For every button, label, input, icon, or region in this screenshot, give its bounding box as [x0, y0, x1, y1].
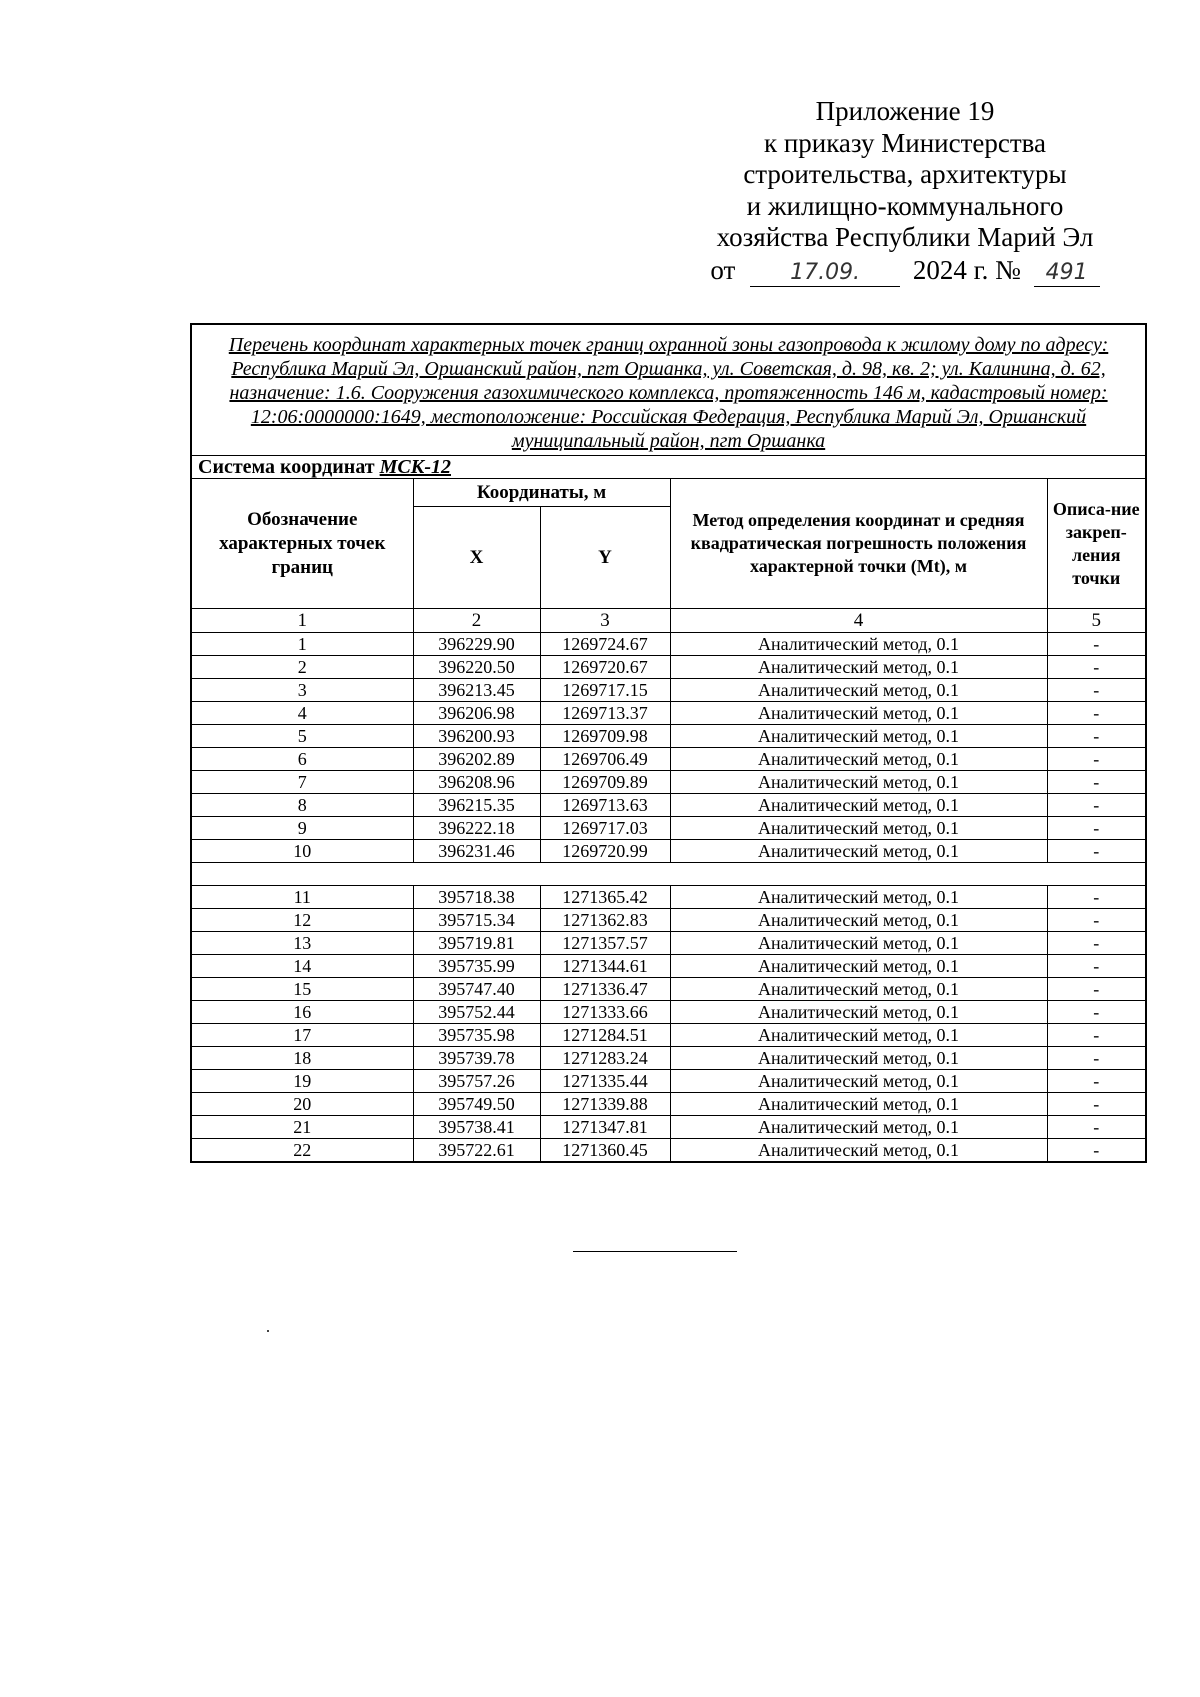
- col-header-method: Метод определения координат и средняя квадратическая погрешность положения характерной точки (Mt), м: [670, 479, 1047, 609]
- table-row: [191, 817, 1146, 840]
- method-cell: Аналитический метод, 0.1: [670, 748, 1047, 771]
- description-cell: -: [1047, 1047, 1146, 1070]
- x-coordinate-cell: 395747.40: [413, 978, 540, 1001]
- table-row: [191, 1047, 1146, 1070]
- header-line: к приказу Министерства: [763, 127, 1047, 158]
- x-coordinate-cell: 395738.41: [413, 1116, 540, 1139]
- table-row: [191, 794, 1146, 817]
- x-coordinate-cell: 395735.98: [413, 1024, 540, 1047]
- point-number-cell: 12: [191, 909, 413, 932]
- column-number: 5: [1047, 609, 1146, 633]
- table-row: [191, 771, 1146, 794]
- scan-speck: [267, 1330, 269, 1332]
- y-coordinate-cell: 1271362.83: [540, 909, 670, 932]
- y-coordinate-cell: 1271360.45: [540, 1139, 670, 1163]
- method-cell: Аналитический метод, 0.1: [670, 1139, 1047, 1163]
- method-cell: Аналитический метод, 0.1: [670, 886, 1047, 909]
- method-cell: Аналитический метод, 0.1: [670, 817, 1047, 840]
- y-coordinate-cell: 1269713.63: [540, 794, 670, 817]
- point-number-cell: 4: [191, 702, 413, 725]
- method-cell: Аналитический метод, 0.1: [670, 840, 1047, 863]
- point-number-cell: 19: [191, 1070, 413, 1093]
- table-row: [191, 978, 1146, 1001]
- y-coordinate-cell: 1269713.37: [540, 702, 670, 725]
- description-cell: -: [1047, 794, 1146, 817]
- y-coordinate-cell: 1271347.81: [540, 1116, 670, 1139]
- coordinates-table: [190, 323, 1147, 1163]
- x-coordinate-cell: 395718.38: [413, 886, 540, 909]
- table-row: [191, 955, 1146, 978]
- y-coordinate-cell: 1269720.99: [540, 840, 670, 863]
- description-cell: -: [1047, 1116, 1146, 1139]
- method-cell: Аналитический метод, 0.1: [670, 932, 1047, 955]
- method-cell: Аналитический метод, 0.1: [670, 794, 1047, 817]
- description-cell: -: [1047, 817, 1146, 840]
- col-header-description: Описа-ние закреп-ления точки: [1047, 479, 1146, 609]
- x-coordinate-cell: 395735.99: [413, 955, 540, 978]
- x-coordinate-cell: 395739.78: [413, 1047, 540, 1070]
- header-line: и жилищно-коммунального: [746, 190, 1064, 221]
- y-coordinate-cell: 1271335.44: [540, 1070, 670, 1093]
- signature-line: [573, 1251, 737, 1252]
- table-row: [191, 1093, 1146, 1116]
- document-header: [690, 96, 1120, 287]
- method-cell: Аналитический метод, 0.1: [670, 1093, 1047, 1116]
- table-row: [191, 725, 1146, 748]
- method-cell: Аналитический метод, 0.1: [670, 725, 1047, 748]
- point-number-cell: 1: [191, 633, 413, 656]
- point-number-cell: 3: [191, 679, 413, 702]
- column-number: 2: [413, 609, 540, 633]
- method-cell: Аналитический метод, 0.1: [670, 1070, 1047, 1093]
- header-line: хозяйства Республики Марий Эл: [716, 222, 1094, 252]
- y-coordinate-cell: 1271284.51: [540, 1024, 670, 1047]
- point-number-cell: 2: [191, 656, 413, 679]
- y-coordinate-cell: 1271339.88: [540, 1093, 670, 1116]
- x-coordinate-cell: 396229.90: [413, 633, 540, 656]
- table-row: [191, 1116, 1146, 1139]
- method-cell: Аналитический метод, 0.1: [670, 1116, 1047, 1139]
- table-row: [191, 748, 1146, 771]
- description-cell: -: [1047, 978, 1146, 1001]
- y-coordinate-cell: 1271357.57: [540, 932, 670, 955]
- x-coordinate-cell: 396200.93: [413, 725, 540, 748]
- description-cell: -: [1047, 1070, 1146, 1093]
- point-number-cell: 15: [191, 978, 413, 1001]
- x-coordinate-cell: 396220.50: [413, 656, 540, 679]
- table-row: [191, 679, 1146, 702]
- column-number: 3: [540, 609, 670, 633]
- point-number-cell: 18: [191, 1047, 413, 1070]
- y-coordinate-cell: 1269720.67: [540, 656, 670, 679]
- description-cell: -: [1047, 1139, 1146, 1163]
- description-cell: -: [1047, 932, 1146, 955]
- point-number-cell: 9: [191, 817, 413, 840]
- y-coordinate-cell: 1269709.98: [540, 725, 670, 748]
- point-number-cell: 21: [191, 1116, 413, 1139]
- table-row: [191, 702, 1146, 725]
- description-cell: -: [1047, 679, 1146, 702]
- description-cell: -: [1047, 840, 1146, 863]
- description-cell: -: [1047, 909, 1146, 932]
- handwritten-date: 17.09.: [750, 260, 900, 287]
- column-number: 1: [191, 609, 413, 633]
- y-coordinate-cell: 1271333.66: [540, 1001, 670, 1024]
- point-number-cell: 22: [191, 1139, 413, 1163]
- point-number-cell: 7: [191, 771, 413, 794]
- x-coordinate-cell: 396213.45: [413, 679, 540, 702]
- point-number-cell: 8: [191, 794, 413, 817]
- header-line: строительства, архитектуры: [743, 159, 1067, 189]
- x-coordinate-cell: 395749.50: [413, 1093, 540, 1116]
- y-coordinate-cell: 1269709.89: [540, 771, 670, 794]
- method-cell: Аналитический метод, 0.1: [670, 771, 1047, 794]
- x-coordinate-cell: 395757.26: [413, 1070, 540, 1093]
- table-row: [191, 1024, 1146, 1047]
- column-number-row: [191, 609, 1146, 633]
- table-title: Перечень координат характерных точек границ охранной зоны газопровода к жилому дому по адресу: Республика Марий Эл, Оршанский район, пгт Оршанка, ул. Советская, д. 98, кв. 2; ул. Калинина, д. 62, назначение: 1.6. Сооружения газохимического комплекса, протяженность 146 м, кадастровый номер: 12:06:0000000:1649, местоположение: Российская Федерация, Республика Марий Эл, Оршанский муниципальный район, пгт Оршанка: [191, 324, 1146, 456]
- x-coordinate-cell: 395722.61: [413, 1139, 540, 1163]
- group-separator-cell: [191, 863, 1146, 886]
- coordinate-system: [191, 456, 1146, 479]
- coordinate-system-label: Система координат: [198, 456, 375, 478]
- col-header-y: Y: [540, 507, 670, 609]
- description-cell: -: [1047, 886, 1146, 909]
- description-cell: -: [1047, 1093, 1146, 1116]
- x-coordinate-cell: 396215.35: [413, 794, 540, 817]
- table-row: [191, 840, 1146, 863]
- col-header-point: Обозначение характерных точек границ: [191, 479, 413, 609]
- method-cell: Аналитический метод, 0.1: [670, 679, 1047, 702]
- point-number-cell: 6: [191, 748, 413, 771]
- point-number-cell: 17: [191, 1024, 413, 1047]
- method-cell: Аналитический метод, 0.1: [670, 633, 1047, 656]
- table-row: [191, 656, 1146, 679]
- description-cell: -: [1047, 748, 1146, 771]
- y-coordinate-cell: 1271365.42: [540, 886, 670, 909]
- method-cell: Аналитический метод, 0.1: [670, 955, 1047, 978]
- order-date-row: [690, 255, 1120, 287]
- description-cell: -: [1047, 1024, 1146, 1047]
- method-cell: Аналитический метод, 0.1: [670, 1047, 1047, 1070]
- table-row: [191, 909, 1146, 932]
- point-number-cell: 13: [191, 932, 413, 955]
- point-number-cell: 5: [191, 725, 413, 748]
- x-coordinate-cell: 396222.18: [413, 817, 540, 840]
- date-prefix: от: [710, 254, 736, 285]
- y-coordinate-cell: 1269706.49: [540, 748, 670, 771]
- point-number-cell: 20: [191, 1093, 413, 1116]
- method-cell: Аналитический метод, 0.1: [670, 702, 1047, 725]
- description-cell: -: [1047, 955, 1146, 978]
- x-coordinate-cell: 395719.81: [413, 932, 540, 955]
- x-coordinate-cell: 396208.96: [413, 771, 540, 794]
- handwritten-order-number: 491: [1034, 260, 1100, 287]
- point-number-cell: 16: [191, 1001, 413, 1024]
- y-coordinate-cell: 1269717.15: [540, 679, 670, 702]
- point-number-cell: 11: [191, 886, 413, 909]
- header-line: Приложение 19: [815, 96, 995, 126]
- method-cell: Аналитический метод, 0.1: [670, 1001, 1047, 1024]
- y-coordinate-cell: 1271283.24: [540, 1047, 670, 1070]
- y-coordinate-cell: 1271344.61: [540, 955, 670, 978]
- description-cell: -: [1047, 656, 1146, 679]
- year-text: 2024 г. №: [912, 254, 1021, 285]
- col-header-coords: Координаты, м: [413, 479, 670, 507]
- y-coordinate-cell: 1269724.67: [540, 633, 670, 656]
- table-row: [191, 1139, 1146, 1163]
- description-cell: -: [1047, 1001, 1146, 1024]
- x-coordinate-cell: 396202.89: [413, 748, 540, 771]
- group-separator-row: [191, 863, 1146, 886]
- method-cell: Аналитический метод, 0.1: [670, 656, 1047, 679]
- column-number: 4: [670, 609, 1047, 633]
- description-cell: -: [1047, 725, 1146, 748]
- x-coordinate-cell: 396231.46: [413, 840, 540, 863]
- x-coordinate-cell: 395715.34: [413, 909, 540, 932]
- method-cell: Аналитический метод, 0.1: [670, 978, 1047, 1001]
- description-cell: -: [1047, 633, 1146, 656]
- table-row: [191, 1001, 1146, 1024]
- y-coordinate-cell: 1269717.03: [540, 817, 670, 840]
- y-coordinate-cell: 1271336.47: [540, 978, 670, 1001]
- description-cell: -: [1047, 771, 1146, 794]
- x-coordinate-cell: 395752.44: [413, 1001, 540, 1024]
- table-row: [191, 932, 1146, 955]
- col-header-x: X: [413, 507, 540, 609]
- table-row: [191, 633, 1146, 656]
- table-row: [191, 1070, 1146, 1093]
- method-cell: Аналитический метод, 0.1: [670, 909, 1047, 932]
- table-row: [191, 886, 1146, 909]
- method-cell: Аналитический метод, 0.1: [670, 1024, 1047, 1047]
- coordinate-system-value: МСК-12: [379, 456, 451, 478]
- description-cell: -: [1047, 702, 1146, 725]
- x-coordinate-cell: 396206.98: [413, 702, 540, 725]
- point-number-cell: 14: [191, 955, 413, 978]
- point-number-cell: 10: [191, 840, 413, 863]
